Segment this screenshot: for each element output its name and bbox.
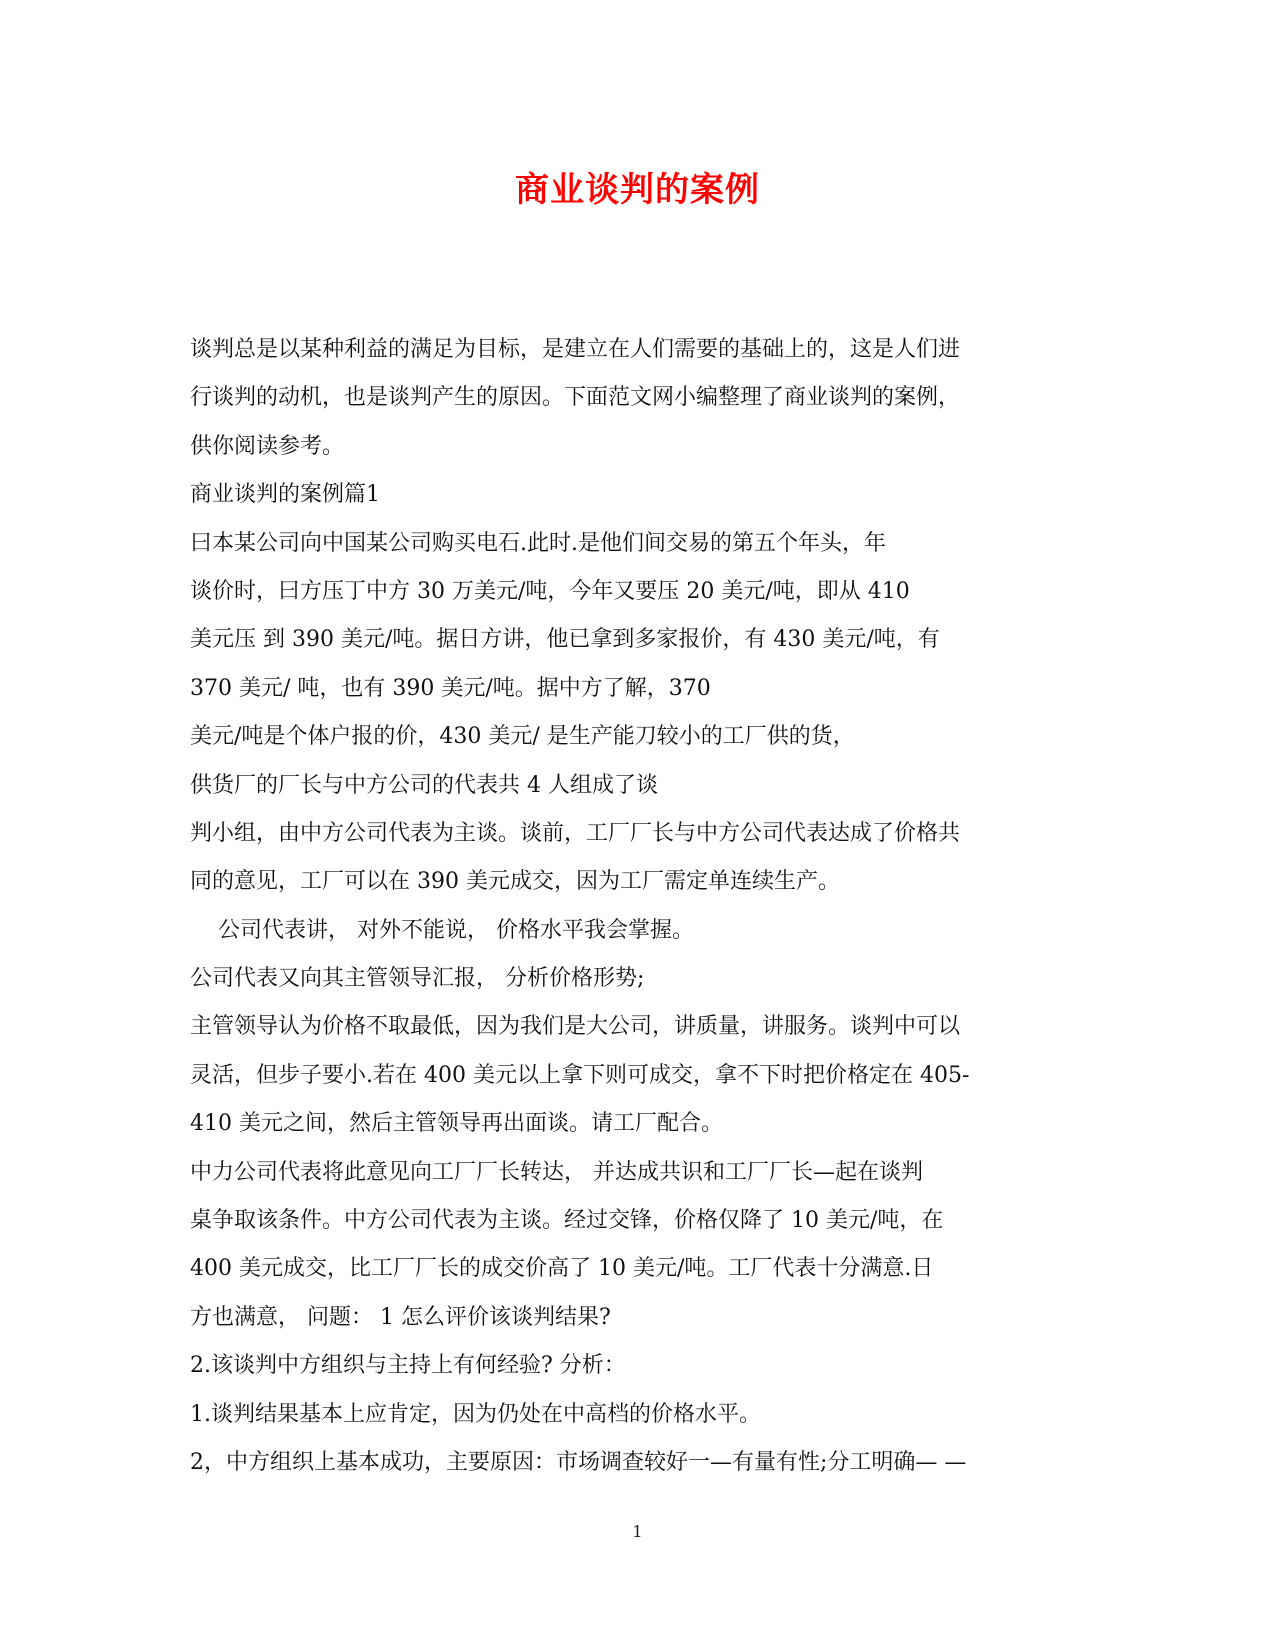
paragraph-line: 370 美元/ 吨，也有 390 美元/吨。据中方了解，370 [190, 675, 711, 701]
paragraph-line: 供你阅读参考。 [190, 433, 345, 459]
paragraph-line: 中力公司代表将此意见向工厂厂长转达， 并达成共识和工厂厂长—起在谈判 [190, 1159, 923, 1185]
paragraph-line: 美元/吨是个体户报的价，430 美元/ 是生产能刀较小的工厂供的货， [190, 724, 855, 750]
paragraph-line: 桌争取该条件。中方公司代表为主谈。经过交锋，价格仅降了 10 美元/吨，在 [190, 1208, 944, 1234]
paragraph-line: 公司代表讲， 对外不能说， 价格水平我会掌握。 [190, 917, 694, 943]
paragraph-line: 410 美元之间，然后主管领导再出面谈。请工厂配合。 [190, 1111, 723, 1137]
paragraph-line: 同的意见，工厂可以在 390 美元成交，因为工厂需定单连续生产。 [190, 869, 840, 895]
paragraph-line: 行谈判的动机，也是谈判产生的原因。下面范文网小编整理了商业谈判的案例， [190, 385, 961, 411]
paragraph-line: 2，中方组织上基本成功，主要原因：市场调查较好一—有量有性;分工明确— — [190, 1449, 967, 1475]
paragraph-line: 1.谈判结果基本上应肯定，因为仍处在中高档的价格水平。 [190, 1401, 761, 1427]
paragraph-line: 主管领导认为价格不取最低，因为我们是大公司，讲质量，讲服务。谈判中可以 [190, 1014, 961, 1040]
document-body [190, 326, 1090, 1487]
paragraph-line: 谈价时，曰方压丁中方 30 万美元/吨，今年又要压 20 美元/吨，即从 410 [190, 578, 910, 604]
paragraph-line: 400 美元成交，比工厂厂长的成交价高了 10 美元/吨。工厂代表十分满意.日 [190, 1256, 934, 1282]
paragraph-line: 公司代表又向其主管领导汇报， 分析价格形势; [190, 966, 645, 992]
paragraph-line: 判小组，由中方公司代表为主谈。谈前，工厂厂长与中方公司代表达成了价格共 [190, 820, 961, 846]
paragraph-line: 曰本某公司向中国某公司购买电石.此时.是他们间交易的第五个年头，年 [190, 530, 886, 556]
paragraph-line: 谈判总是以某种利益的满足为目标，是建立在人们需要的基础上的，这是人们进 [190, 337, 961, 362]
paragraph-line: 方也满意， 问题： 1 怎么评价该谈判结果? [190, 1304, 611, 1330]
paragraph-line: 供货厂的厂长与中方公司的代表共 4 人组成了谈 [190, 772, 658, 798]
paragraph-line: 灵活，但步子要小.若在 400 美元以上拿下则可成交，拿不下时把价格定在 405- [190, 1062, 970, 1088]
document-title: 商业谈判的案例 [515, 170, 760, 210]
paragraph-line: 2.该谈判中方组织与主持上有何经验? 分析： [190, 1353, 626, 1379]
page-number: 1 [632, 1522, 643, 1541]
section-heading: 商业谈判的案例篇1 [190, 482, 380, 508]
paragraph-line: 美元压 到 390 美元/吨。据日方讲，他已拿到多家报价，有 430 美元/吨，有 [190, 627, 940, 653]
